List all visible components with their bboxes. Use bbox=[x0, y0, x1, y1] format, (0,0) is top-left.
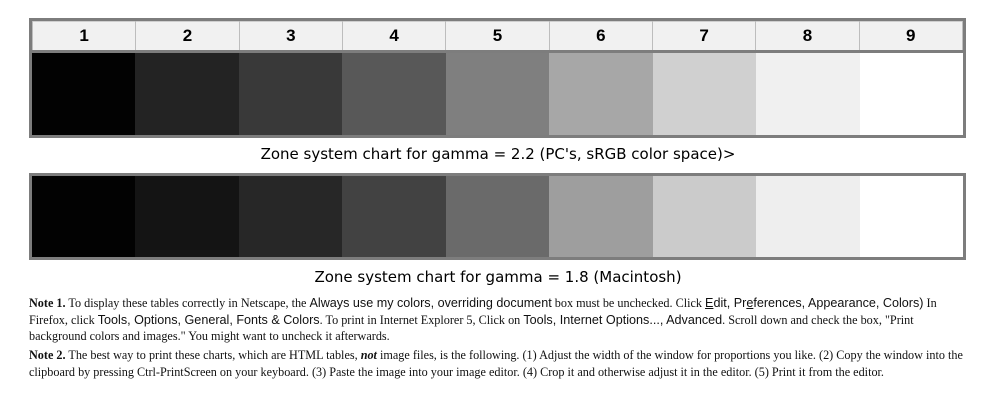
zone-swatch-2 bbox=[135, 176, 238, 257]
zone-swatch-3 bbox=[239, 176, 342, 257]
zone-header-8: 8 bbox=[756, 21, 858, 50]
chart-caption-gamma-22: Zone system chart for gamma = 2.2 (PC's, sRGB color space)> bbox=[260, 145, 736, 163]
note-1-text: In Firefox, click bbox=[29, 296, 937, 327]
zone-swatch-5 bbox=[446, 176, 549, 257]
menu-accelerator: e bbox=[746, 296, 754, 310]
zone-chart-gamma-22 bbox=[29, 18, 966, 138]
menu-path: ferences, Appearance, Colors) bbox=[753, 296, 924, 310]
zone-swatch-1 bbox=[32, 176, 135, 257]
zone-swatch-9 bbox=[860, 176, 963, 257]
netscape-setting: Always use my colors, overriding document bbox=[309, 296, 552, 310]
zone-swatch-6 bbox=[549, 176, 652, 257]
menu-path: dit, Pr bbox=[713, 296, 747, 310]
menu-accelerator: E bbox=[705, 296, 714, 310]
note-2-emphasis: not bbox=[360, 348, 377, 362]
note-2-text: The best way to print these charts, which are HTML tables, bbox=[65, 348, 361, 362]
zone-header-9: 9 bbox=[860, 21, 962, 50]
zone-swatch-8 bbox=[756, 53, 859, 135]
zone-swatch-row bbox=[32, 53, 963, 135]
zone-swatch-9 bbox=[860, 53, 963, 135]
note-2-label: Note 2. bbox=[29, 348, 66, 362]
zone-swatch-3 bbox=[239, 53, 342, 135]
zone-header-2: 2 bbox=[136, 21, 238, 50]
zone-swatch-7 bbox=[653, 176, 756, 257]
note-1-text: box must be unchecked. Click bbox=[551, 296, 706, 310]
zone-header-1: 1 bbox=[33, 21, 135, 50]
zone-swatch-7 bbox=[653, 53, 756, 135]
firefox-menu-path: Tools, Options, General, Fonts & Colors bbox=[97, 312, 320, 327]
zone-swatch-5 bbox=[446, 53, 549, 135]
zone-header-5: 5 bbox=[446, 21, 548, 50]
zone-swatch-4 bbox=[342, 53, 445, 135]
zone-header-6: 6 bbox=[550, 21, 652, 50]
note-2-text: image files, is the following. (1) Adjust the width of the window for proportions you like. (2) Copy the window into the clipboard by pressing Ctrl-PrintScreen on your keyboard. (3) Paste the image into your image editor. (4) Crop it and otherwise adjust it in the editor. (5) Print it from the editor. bbox=[29, 348, 963, 379]
note-1-text: . Scroll down and check the box, "Print background colors and images." You might want to uncheck it afterwards. bbox=[29, 312, 914, 343]
zone-swatch-2 bbox=[135, 53, 238, 135]
zone-swatch-row bbox=[32, 176, 963, 257]
note-1-text: . To print in Internet Explorer 5, Click on bbox=[319, 312, 524, 327]
zone-swatch-4 bbox=[342, 176, 445, 257]
zone-swatch-8 bbox=[756, 176, 859, 257]
note-2 bbox=[29, 347, 969, 380]
note-1-text: To display these tables correctly in Netscape, the bbox=[65, 296, 310, 310]
zone-header-7: 7 bbox=[653, 21, 755, 50]
note-1-label: Note 1. bbox=[29, 296, 66, 310]
zone-header-4: 4 bbox=[343, 21, 445, 50]
zone-header-row bbox=[32, 21, 963, 50]
zone-header-3: 3 bbox=[240, 21, 342, 50]
note-1 bbox=[29, 295, 969, 345]
zone-swatch-1 bbox=[32, 53, 135, 135]
ie-menu-path: Tools, Internet Options..., Advanced bbox=[523, 312, 723, 327]
chart-caption-gamma-18: Zone system chart for gamma = 1.8 (Macintosh) bbox=[314, 268, 682, 286]
zone-swatch-6 bbox=[549, 53, 652, 135]
zone-chart-gamma-18 bbox=[29, 173, 966, 260]
